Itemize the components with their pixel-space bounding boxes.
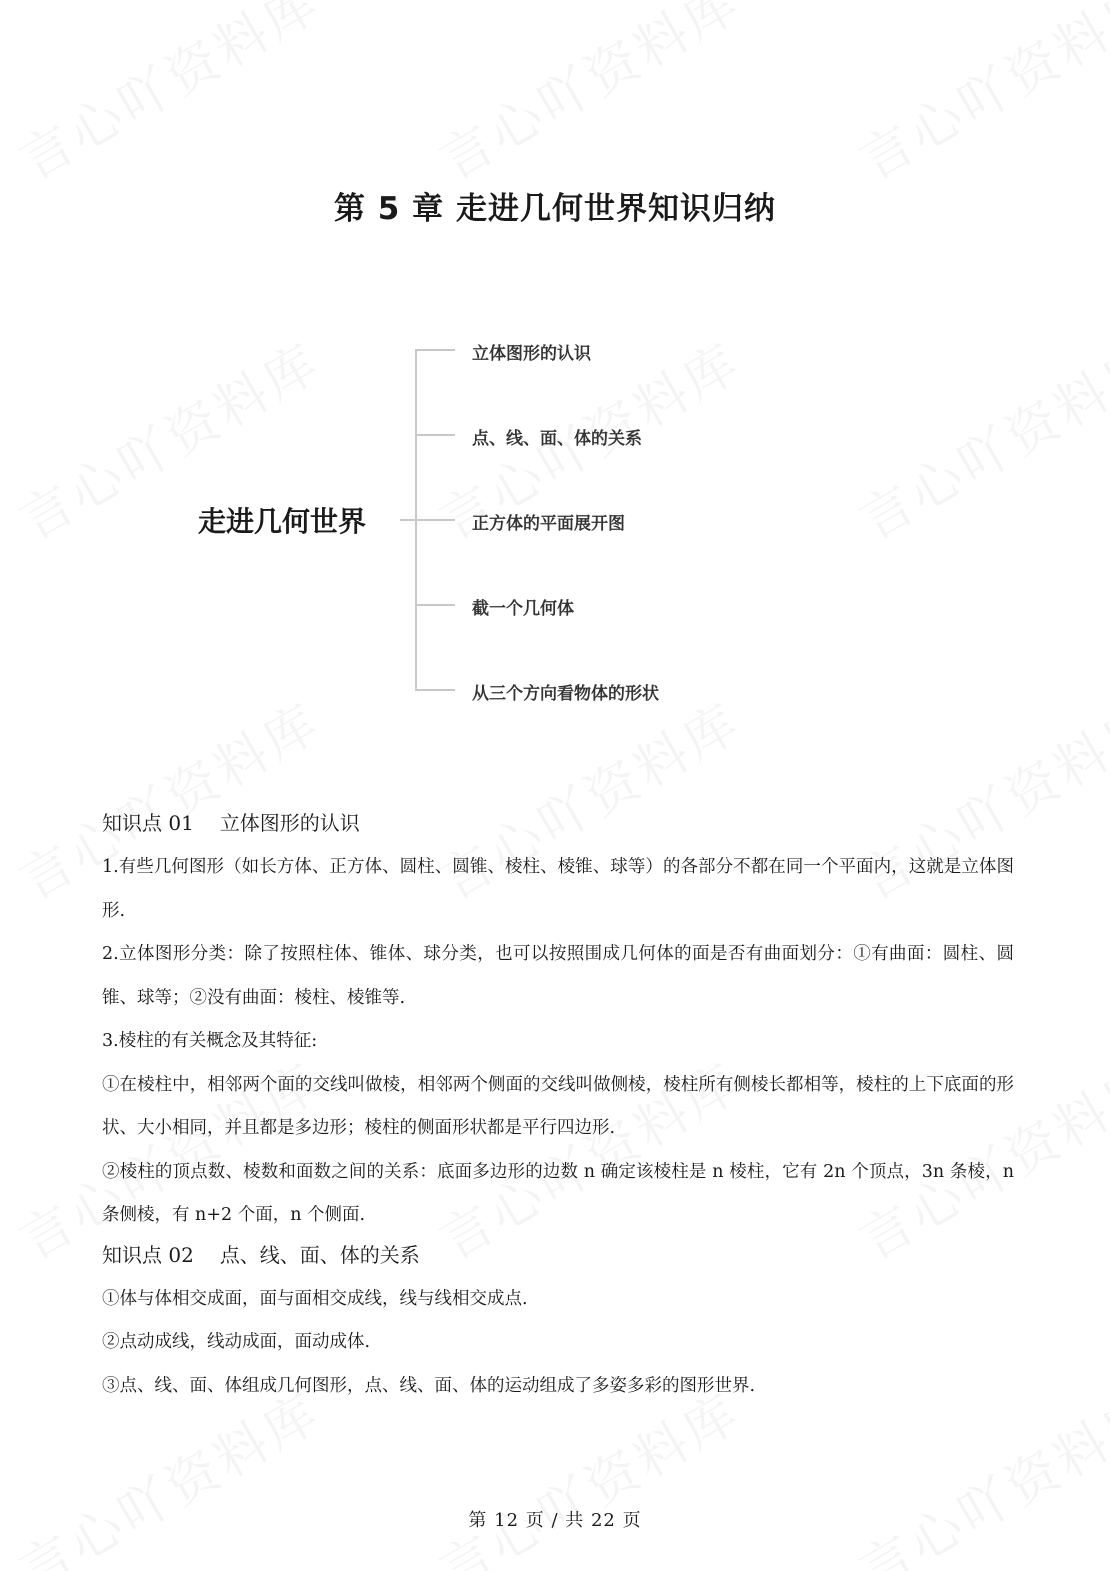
paragraph: 3.棱柱的有关概念及其特征: — [102, 1031, 318, 1051]
mind-map-branch: 从三个方向看物体的形状 — [472, 684, 659, 704]
section-title: 立体图形的认识 — [219, 811, 360, 835]
section-heading — [102, 806, 1014, 840]
page-title: 第 5 章 走进几何世界知识归纳 — [334, 191, 776, 227]
mind-map-branch: 点、线、面、体的关系 — [472, 429, 642, 449]
content — [102, 806, 1014, 1408]
section-heading — [102, 1238, 1014, 1272]
section-number: 知识点 01 — [102, 811, 194, 835]
mind-map-branch-line — [415, 349, 455, 351]
section-title: 点、线、面、体的关系 — [219, 1242, 420, 1267]
mind-map-branch: 立体图形的认识 — [472, 344, 591, 364]
mind-map-branch: 截一个几何体 — [472, 599, 574, 619]
section-number: 知识点 02 — [102, 1242, 194, 1267]
paragraph: ②棱柱的顶点数、棱数和面数之间的关系：底面多边形的边数 n 确定该棱柱是 n 棱柱，它有 2n 个顶点，3n 条棱，n 条侧棱，有 n+2 个面，n 个侧面. — [102, 1161, 1014, 1225]
paragraph: ①在棱柱中，相邻两个面的交线叫做棱，相邻两个侧面的交线叫做侧棱，棱柱所有侧棱长都相等，棱柱的上下底面的形状、大小相同，并且都是多边形；棱柱的侧面形状都是平行四边形. — [102, 1074, 1014, 1138]
paragraph: 1.有些几何图形（如长方体、正方体、圆柱、圆锥、棱柱、棱锥、球等）的各部分不都在同一个平面内，这就是立体图形. — [102, 857, 1014, 921]
paragraph: 2.立体图形分类：除了按照柱体、锥体、球分类，也可以按照围成几何体的面是否有曲面划分：①有曲面：圆柱、圆锥、球等；②没有曲面：棱柱、棱锥等. — [102, 944, 1014, 1008]
mind-map-connector — [400, 519, 416, 521]
page-footer: 第 12 页 / 共 22 页 — [468, 1510, 642, 1531]
mind-map-root: 走进几何世界 — [198, 505, 367, 538]
paragraph: ①体与体相交成面，面与面相交成线，线与线相交成点. — [102, 1288, 528, 1309]
mind-map-branch-line — [415, 519, 455, 521]
mind-map-branch-line — [415, 434, 455, 436]
paragraph: ②点动成线，线动成面，面动成体. — [102, 1332, 371, 1352]
mind-map — [0, 0, 1110, 760]
mind-map-branch: 正方体的平面展开图 — [472, 514, 625, 534]
paragraph: ③点、线、面、体组成几何图形，点、线、面、体的运动组成了多姿多彩的图形世界. — [102, 1375, 756, 1396]
mind-map-branch-line — [415, 689, 455, 691]
mind-map-branch-line — [415, 604, 455, 606]
